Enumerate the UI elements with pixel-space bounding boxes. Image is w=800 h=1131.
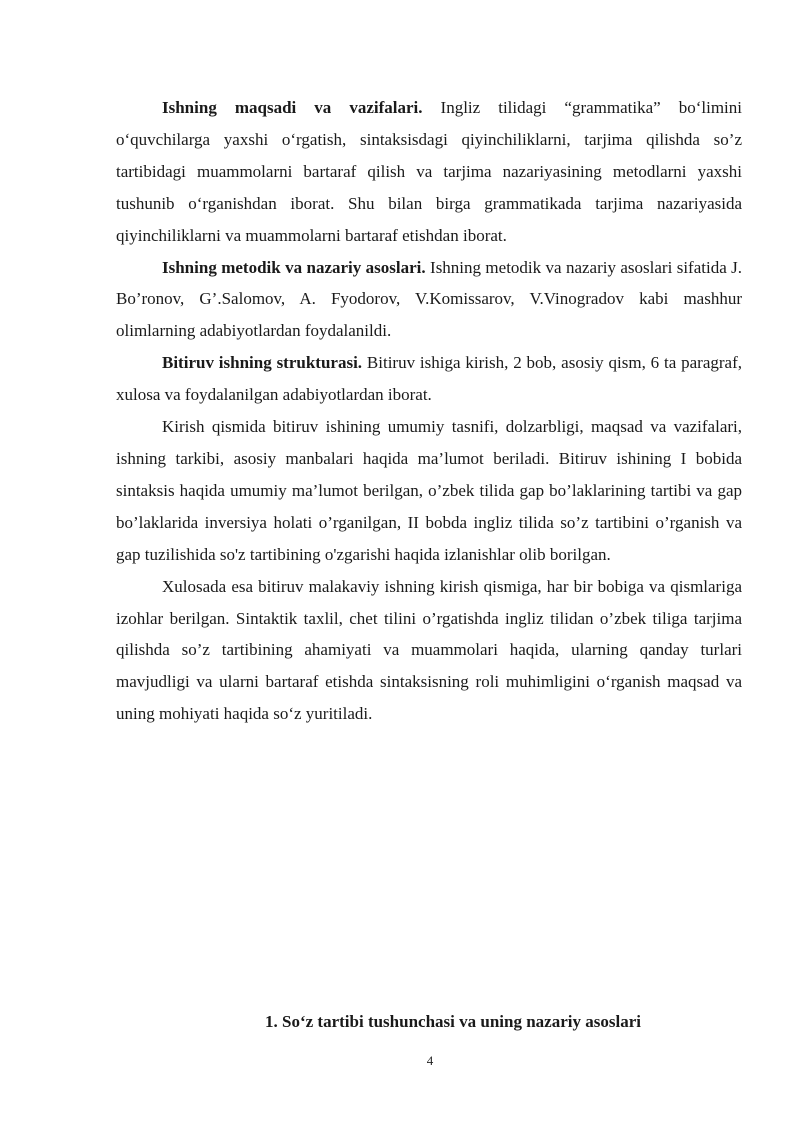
- paragraph-structure: [116, 347, 742, 411]
- paragraph-lead: Ishning metodik va nazariy asoslari.: [162, 257, 426, 277]
- paragraph-text: Bitiruv ishiga kirish, 2 bob, asosiy qism, 6 ta paragraf, xulosa va foydalanilgan adabiyotlardan iborat.: [116, 353, 743, 405]
- paragraph-text: Kirish qismida bitiruv ishining umumiy tasnifi, dolzarbligi, maqsad va vazifalari, ishning tarkibi, asosiy manbalari haqida ma’lumot beriladi. Bitiruv ishining I bobida sintaksis haqida umumiy ma’lumot berilgan, o’zbek tilida gap bo’laklarining tartibi va gap bo’laklarida inversiya holati o’rganilgan, II bobda ingliz tilida so’z tartibini o’rganish va gap tuzilishida so'z tartibining o'zgarishi haqida izlanishlar olib borilgan.: [116, 417, 742, 564]
- paragraph-conclusion: [116, 571, 742, 731]
- paragraph-introduction: [116, 411, 742, 571]
- section-heading: 1. So‘z tartibi tushunchasi va uning nazariy asoslari: [265, 1012, 641, 1031]
- page-number: 4: [426, 1053, 434, 1068]
- paragraph-text: Xulosada esa bitiruv malakaviy ishning kirish qismiga, har bir bobiga va qismlariga izohlar berilgan. Sintaktik taxlil, chet tilini o’rgatishda ingliz tilidan o’zbek tiliga tarjima qilishda so’z tartibining ahamiyati va muammolari haqida, ularning qanday turlari mavjudligi va ularni bartaraf etishda sintaksisning roli muhimligini o‘rganish maqsad va uning mohiyati haqida so‘z yuritiladi.: [116, 576, 742, 724]
- paragraph-goals: [116, 92, 742, 252]
- paragraph-lead: Ishning maqsadi va vazifalari.: [162, 98, 423, 117]
- body-text: [116, 92, 742, 730]
- paragraph-text: Ishning metodik va nazariy asoslari sifatida J. Bo’ronov, G’.Salomov, A. Fyodorov, V.Komissarov, V.Vinogradov kabi mashhur olimlarning adabiyotlardan foydalanildi.: [116, 257, 742, 341]
- paragraph-text: Ingliz tilidagi “grammatika” bo‘limini o‘quvchilarga yaxshi o‘rgatish, sintaksisdagi qiyinchiliklarni, tarjima qilishda so’z tartibidagi muammolarni bartaraf qilish va tarjima nazariyasining metodlarni yaxshi tushunib o‘rganishdan iborat. Shu bilan birga grammatikada tarjima nazariyasida qiyinchiliklarni va muammolarni bartaraf etishdan iborat.: [116, 98, 742, 245]
- paragraph-lead: Bitiruv ishning strukturasi.: [162, 353, 363, 373]
- paragraph-methodology: [116, 252, 742, 348]
